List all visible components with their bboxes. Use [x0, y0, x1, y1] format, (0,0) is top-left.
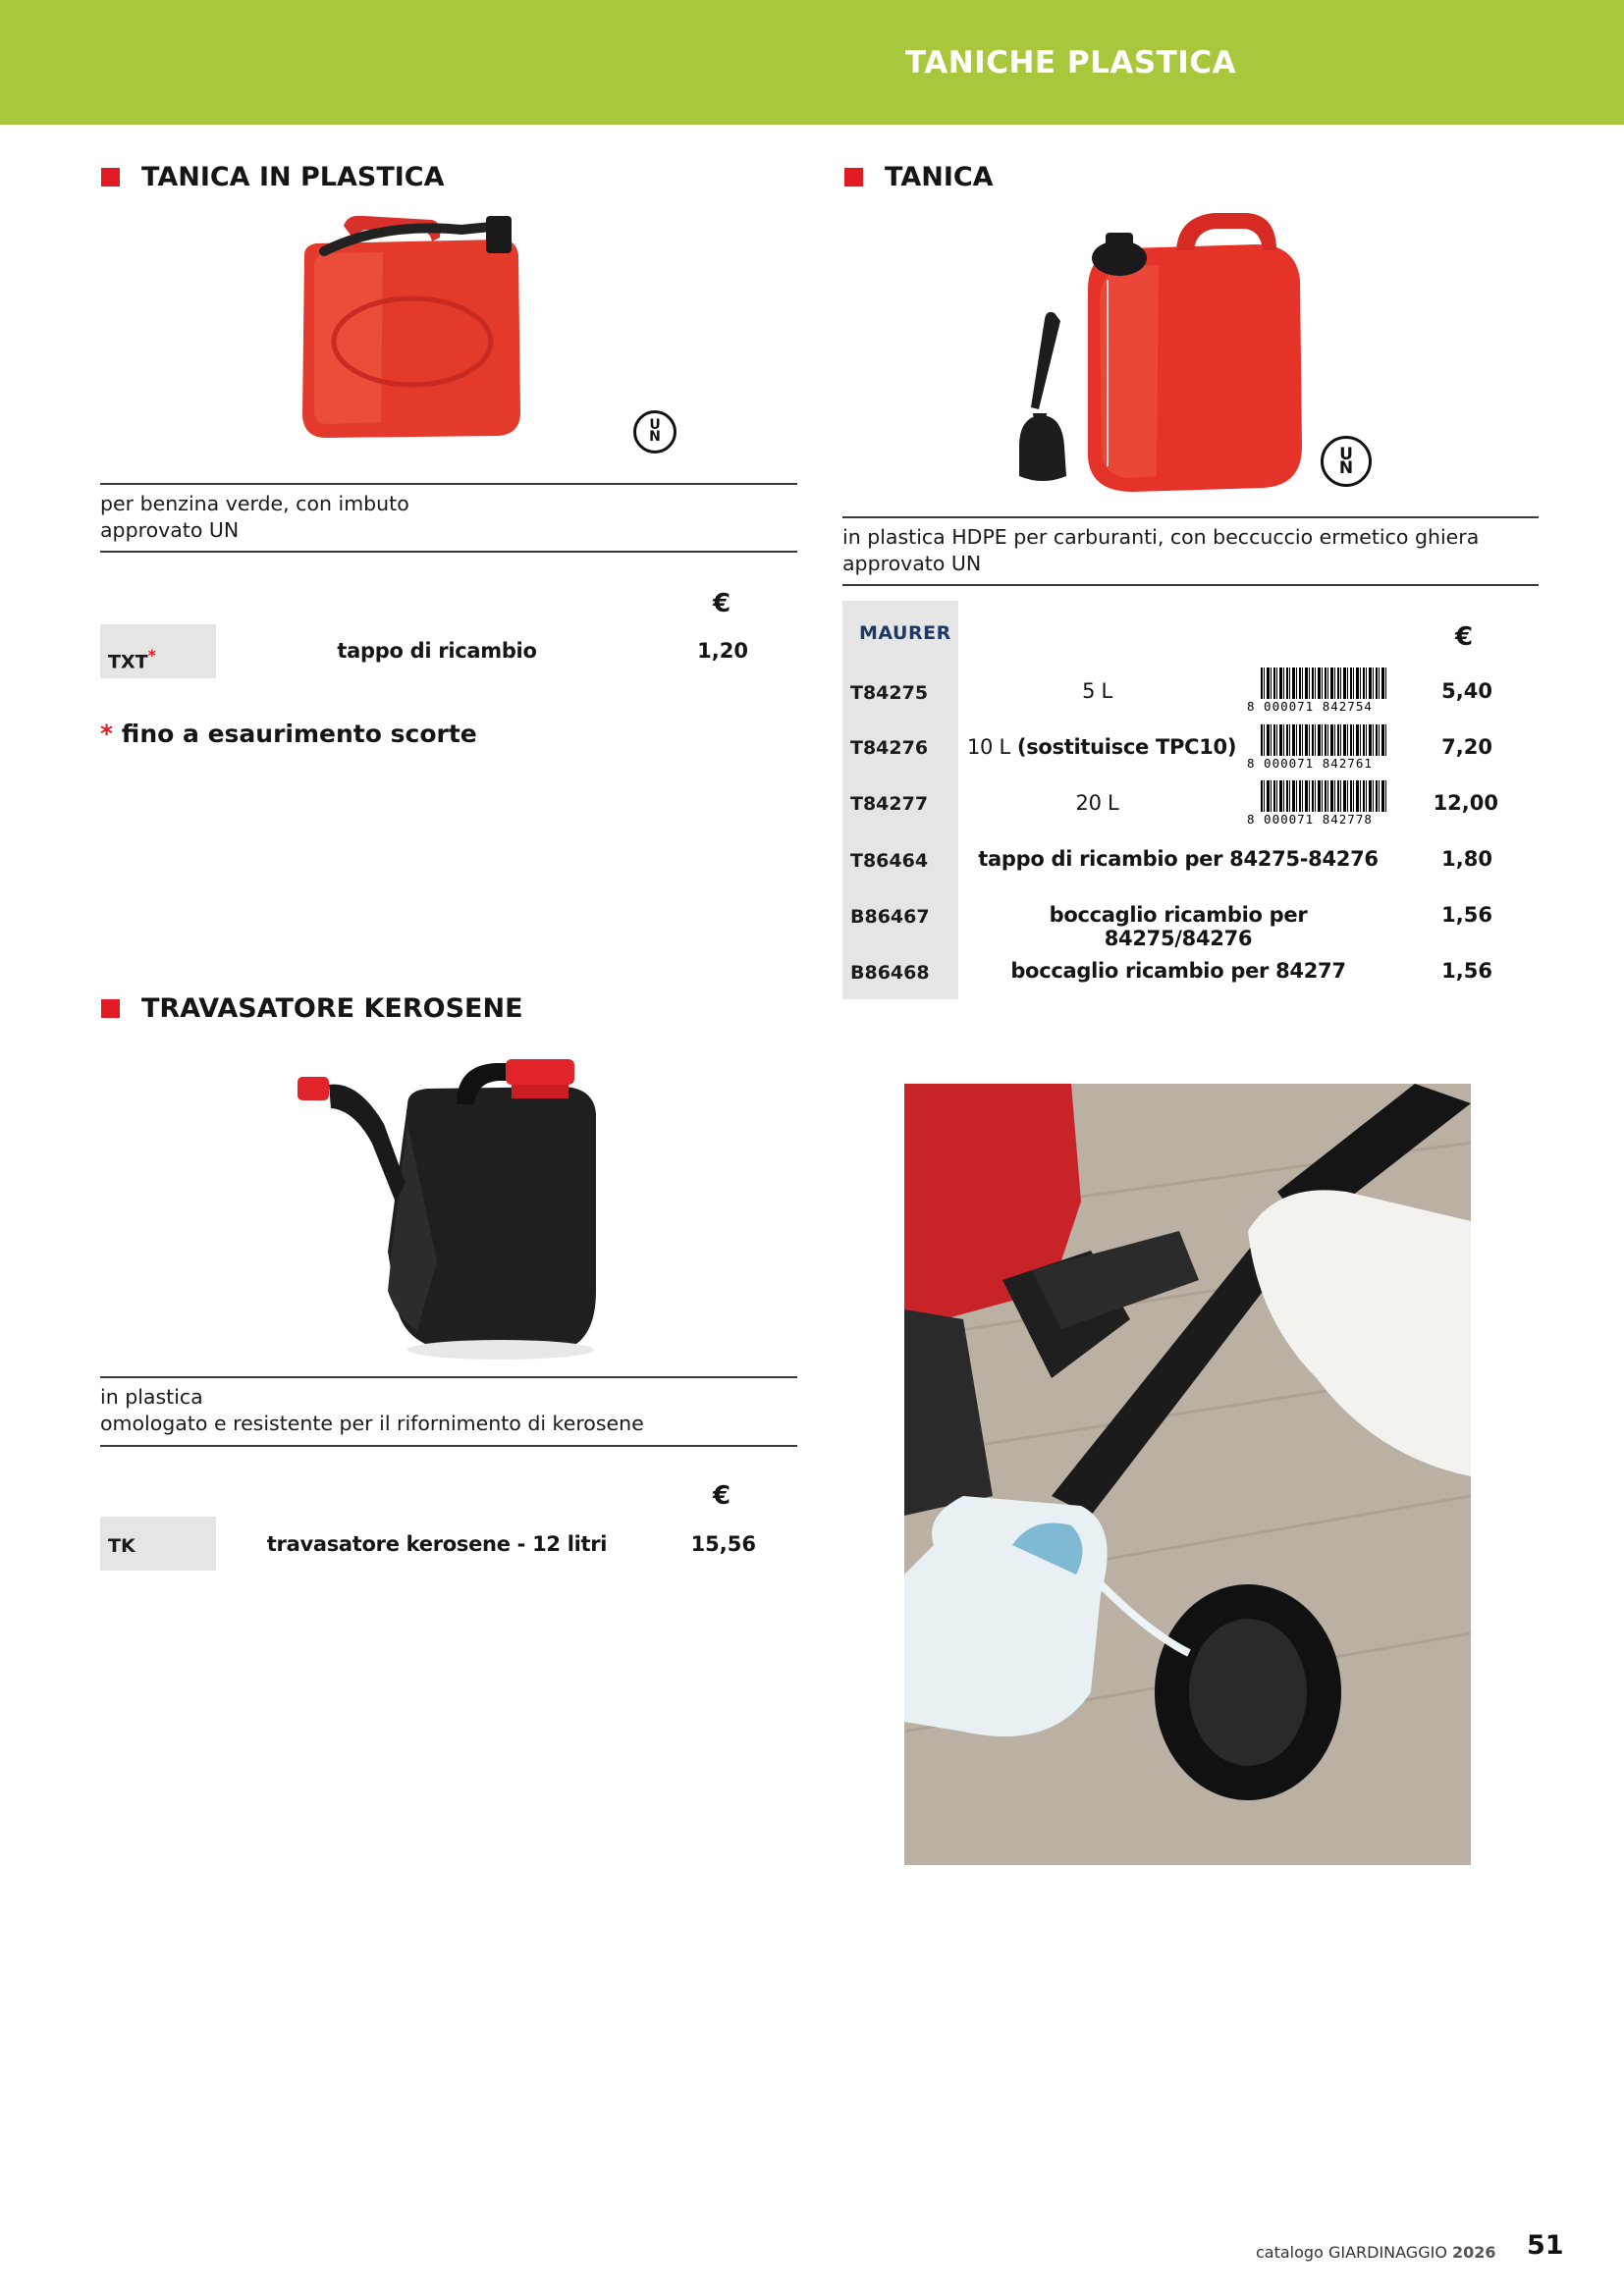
product-price: 7,20: [1441, 735, 1492, 759]
red-jerrycan-image: [285, 216, 560, 452]
product-code: T86464: [850, 850, 929, 872]
ean-barcode: 8 000071 842761: [1247, 724, 1390, 772]
ean-barcode: 8 000071 842778: [1247, 780, 1390, 828]
black-kerosene-can-image: [290, 1055, 604, 1360]
red-square-bullet-icon: [844, 168, 863, 187]
section-heading-tanica-plastica: TANICA IN PLASTICA: [101, 162, 445, 192]
product-code: T84275: [850, 682, 929, 704]
refueling-photo: [904, 1084, 1471, 1865]
product-price: 1,80: [1441, 847, 1492, 871]
product-description: in plastica HDPE per carburanti, con beccuccio ermetico ghiera approvato UN: [842, 525, 1480, 575]
product-description-cell: tappo di ricambio per 84275-84276: [978, 847, 1379, 871]
red-square-bullet-icon: [101, 999, 120, 1018]
header-bar: [0, 0, 1624, 125]
product-description-cell: travasatore kerosene - 12 litri: [266, 1532, 608, 1556]
product-price: 12,00: [1433, 791, 1498, 815]
page-category-title: TANICHE PLASTICA: [905, 45, 1237, 80]
product-code: B86467: [850, 906, 930, 928]
catalog-footer: catalogo GIARDINAGGIO 2026: [1256, 2243, 1496, 2262]
un-approval-icon: U N: [633, 410, 677, 454]
page-number: 51: [1527, 2230, 1564, 2261]
product-price: 1,56: [1441, 903, 1492, 927]
product-description-cell: 20 L: [1075, 791, 1119, 815]
product-description: in plastica omologato e resistente per il rifornimento di kerosene: [100, 1385, 644, 1435]
currency-header: €: [713, 1481, 731, 1511]
product-price: 1,20: [697, 639, 748, 663]
product-price: 1,56: [1441, 959, 1492, 983]
product-description-cell: 5 L: [1082, 679, 1112, 703]
product-code: T84277: [850, 793, 929, 815]
currency-header: €: [1455, 622, 1474, 652]
product-code: B86468: [850, 962, 930, 984]
section-heading-travasatore: TRAVASATORE KEROSENE: [101, 993, 523, 1024]
divider: [842, 516, 1539, 518]
red-square-bullet-icon: [101, 168, 120, 187]
product-price: 15,56: [690, 1532, 756, 1556]
product-description-cell: tappo di ricambio: [337, 639, 537, 663]
product-price: 5,40: [1441, 679, 1492, 703]
product-description: per benzina verde, con imbuto approvato UN: [100, 492, 409, 542]
product-code: TK: [108, 1535, 135, 1557]
product-description-cell: 10 L (sostituisce TPC10): [967, 735, 1237, 759]
product-code: T84276: [850, 737, 929, 759]
divider: [842, 584, 1539, 586]
section-heading-tanica: TANICA: [844, 162, 994, 192]
currency-header: €: [713, 589, 731, 618]
stock-note: * fino a esaurimento scorte: [100, 720, 477, 748]
maurer-brand-logo: MAURER: [859, 622, 951, 644]
divider: [100, 1376, 797, 1378]
red-tanica-with-spout-image: [1011, 211, 1316, 496]
divider: [100, 1445, 797, 1447]
divider: [100, 483, 797, 485]
product-description-cell: boccaglio ricambio per 84275/84276: [1049, 903, 1308, 950]
product-code: TXT*: [108, 646, 156, 673]
ean-barcode: 8 000071 842754: [1247, 667, 1390, 715]
divider: [100, 551, 797, 553]
product-description-cell: boccaglio ricambio per 84277: [1010, 959, 1346, 983]
un-approval-icon: U N: [1321, 436, 1372, 487]
asterisk-mark: *: [147, 646, 156, 665]
